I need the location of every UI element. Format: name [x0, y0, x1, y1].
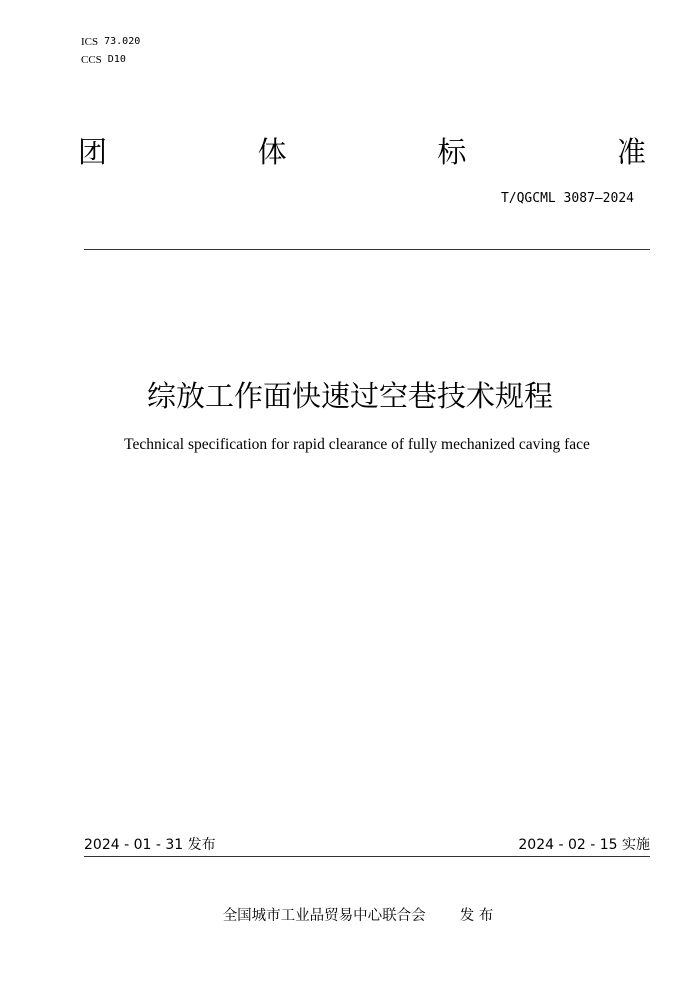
ccs-code-row — [81, 51, 140, 69]
standard-type-char: 标 — [437, 135, 467, 169]
standard-number: T/QGCML 3087—2024 — [500, 191, 634, 206]
document-title-english: Technical specification for rapid clearance of fully mechanized caving face — [124, 436, 590, 453]
publish-date: 2024 - 01 - 31 发布 — [84, 837, 216, 853]
document-title-chinese: 综放工作面快速过空巷技术规程 — [146, 379, 553, 413]
publisher-name: 全国城市工业品贸易中心联合会 — [222, 908, 426, 924]
publisher-line — [0, 904, 700, 925]
standard-type-heading — [78, 134, 646, 170]
standard-type-char: 准 — [616, 135, 646, 169]
top-divider — [84, 249, 650, 250]
ics-label: ICS — [81, 36, 99, 48]
standard-type-char: 体 — [257, 135, 287, 169]
classification-codes — [81, 33, 140, 69]
bottom-divider — [84, 856, 650, 857]
ccs-value: D10 — [107, 54, 126, 65]
ccs-label: CCS — [81, 54, 102, 66]
implement-date: 2024 - 02 - 15 实施 — [518, 837, 650, 853]
publisher-action: 发 布 — [459, 908, 494, 924]
ics-code-row — [81, 33, 140, 51]
ics-value: 73.020 — [104, 36, 141, 47]
standard-type-char: 团 — [78, 135, 108, 169]
